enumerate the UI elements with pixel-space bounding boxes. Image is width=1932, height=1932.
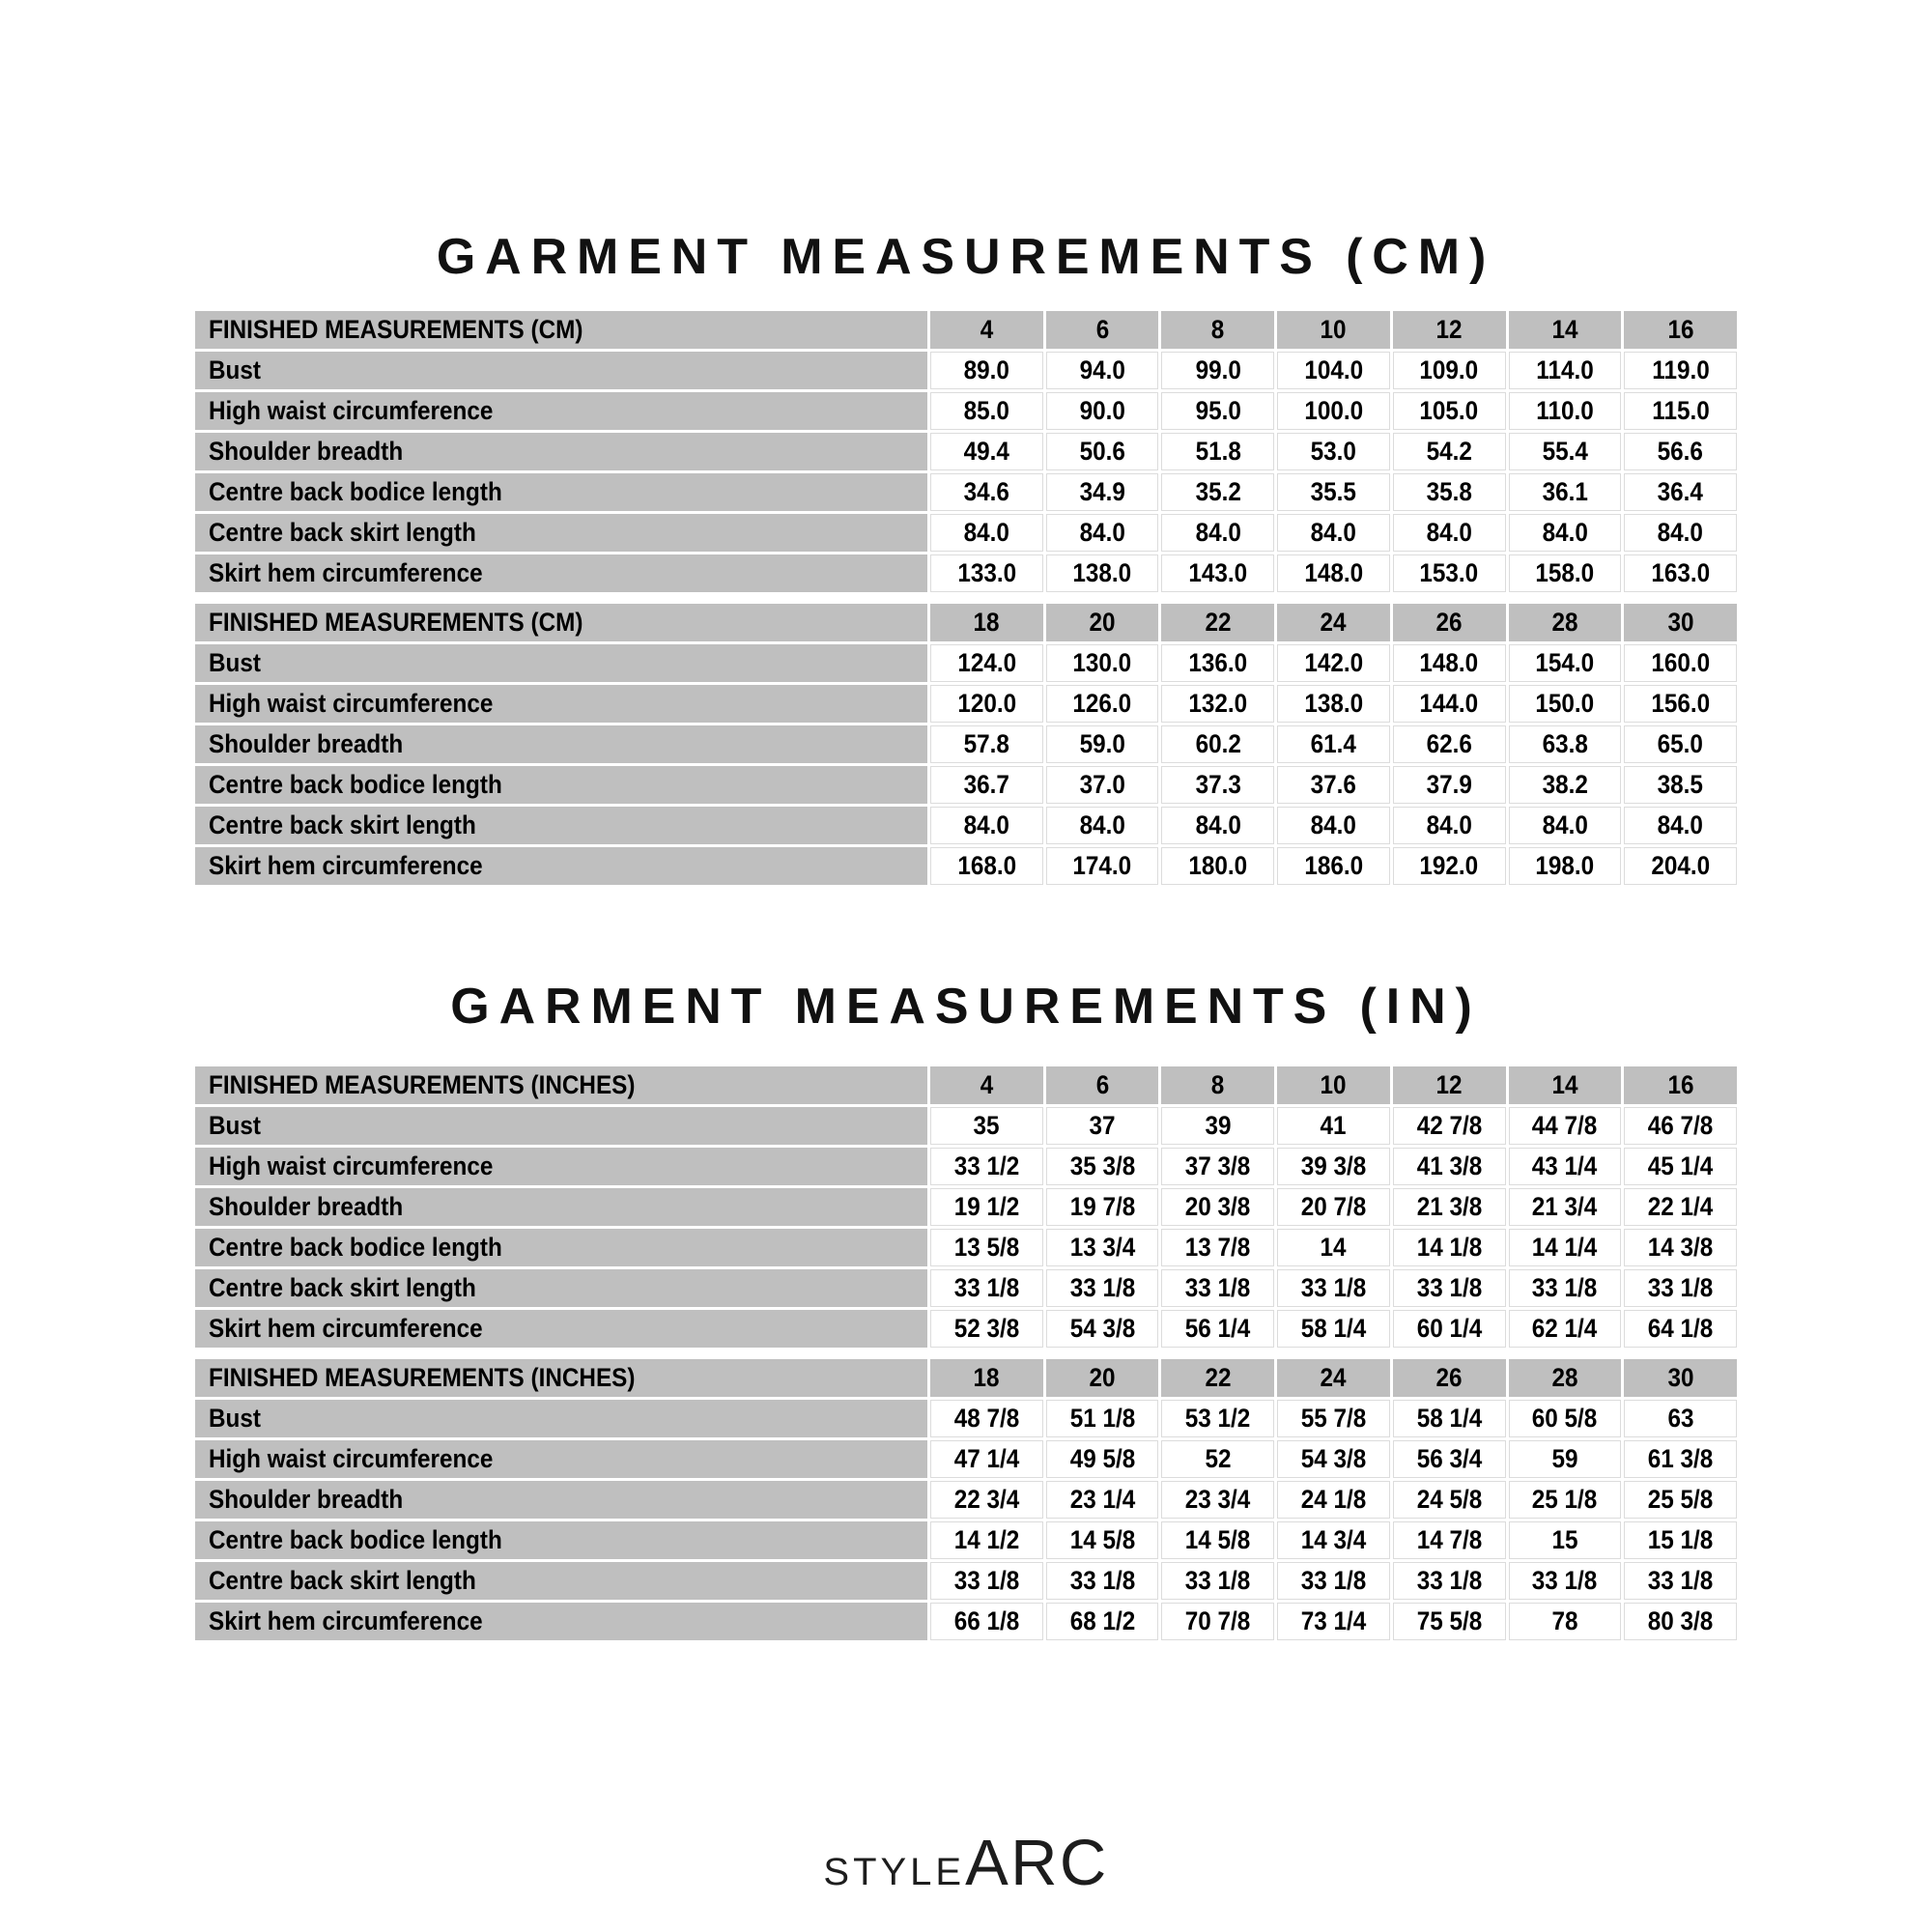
measurement-value: 156.0 bbox=[1624, 685, 1737, 723]
row-label: Skirt hem circumference bbox=[195, 847, 927, 885]
measurement-value: 142.0 bbox=[1277, 644, 1390, 682]
row-label: High waist circumference bbox=[195, 1440, 927, 1478]
size-column-header: 14 bbox=[1509, 1066, 1622, 1104]
measurement-value: 33 1/8 bbox=[1046, 1269, 1159, 1307]
size-column-header: 10 bbox=[1277, 1066, 1390, 1104]
measurement-value: 19 1/2 bbox=[930, 1188, 1043, 1226]
measurement-value: 35.5 bbox=[1277, 473, 1390, 511]
measurement-value: 20 3/8 bbox=[1161, 1188, 1274, 1226]
size-column-header: 16 bbox=[1624, 1066, 1737, 1104]
measurement-value: 22 3/4 bbox=[930, 1481, 1043, 1519]
measurement-value: 35.2 bbox=[1161, 473, 1274, 511]
measurement-value: 84.0 bbox=[930, 514, 1043, 552]
table-header-label: FINISHED MEASUREMENTS (INCHES) bbox=[195, 1359, 927, 1397]
measurement-value: 33 1/8 bbox=[930, 1562, 1043, 1600]
measurement-value: 90.0 bbox=[1046, 392, 1159, 430]
measurement-value: 154.0 bbox=[1509, 644, 1622, 682]
measurement-value: 136.0 bbox=[1161, 644, 1274, 682]
measurement-value: 44 7/8 bbox=[1509, 1107, 1622, 1145]
measurement-value: 63 bbox=[1624, 1400, 1737, 1437]
row-label: Centre back bodice length bbox=[195, 473, 927, 511]
measurement-value: 56 1/4 bbox=[1161, 1310, 1274, 1348]
measurement-value: 66 1/8 bbox=[930, 1603, 1043, 1640]
measurement-value: 51.8 bbox=[1161, 433, 1274, 470]
table-header-label: FINISHED MEASUREMENTS (CM) bbox=[195, 604, 927, 641]
measurement-value: 14 5/8 bbox=[1161, 1521, 1274, 1559]
size-column-header: 4 bbox=[930, 1066, 1043, 1104]
measurement-value: 21 3/8 bbox=[1393, 1188, 1506, 1226]
row-label: Centre back skirt length bbox=[195, 1269, 927, 1307]
measurement-value: 49 5/8 bbox=[1046, 1440, 1159, 1478]
measurement-value: 35 bbox=[930, 1107, 1043, 1145]
cm-table-sizes-4-16 bbox=[195, 311, 1737, 592]
size-column-header: 18 bbox=[930, 604, 1043, 641]
measurement-value: 70 7/8 bbox=[1161, 1603, 1274, 1640]
measurement-value: 57.8 bbox=[930, 725, 1043, 763]
measurement-value: 22 1/4 bbox=[1624, 1188, 1737, 1226]
measurement-value: 33 1/8 bbox=[1624, 1269, 1737, 1307]
measurement-value: 34.6 bbox=[930, 473, 1043, 511]
measurement-value: 61 3/8 bbox=[1624, 1440, 1737, 1478]
measurement-value: 50.6 bbox=[1046, 433, 1159, 470]
measurement-value: 45 1/4 bbox=[1624, 1148, 1737, 1185]
measurement-value: 73 1/4 bbox=[1277, 1603, 1390, 1640]
measurement-value: 53 1/2 bbox=[1161, 1400, 1274, 1437]
measurement-value: 143.0 bbox=[1161, 554, 1274, 592]
measurement-value: 35.8 bbox=[1393, 473, 1506, 511]
size-column-header: 22 bbox=[1161, 604, 1274, 641]
size-column-header: 28 bbox=[1509, 1359, 1622, 1397]
row-label: Bust bbox=[195, 1107, 927, 1145]
measurement-value: 47 1/4 bbox=[930, 1440, 1043, 1478]
measurement-value: 126.0 bbox=[1046, 685, 1159, 723]
measurement-value: 84.0 bbox=[1277, 514, 1390, 552]
measurement-value: 25 5/8 bbox=[1624, 1481, 1737, 1519]
measurement-value: 33 1/8 bbox=[1046, 1562, 1159, 1600]
measurement-value: 42 7/8 bbox=[1393, 1107, 1506, 1145]
measurement-value: 84.0 bbox=[1393, 514, 1506, 552]
size-column-header: 16 bbox=[1624, 311, 1737, 349]
measurement-value: 36.1 bbox=[1509, 473, 1622, 511]
brand-logo bbox=[0, 1826, 1932, 1900]
measurement-value: 33 1/8 bbox=[1624, 1562, 1737, 1600]
measurement-value: 84.0 bbox=[1161, 514, 1274, 552]
measurement-value: 58 1/4 bbox=[1393, 1400, 1506, 1437]
measurement-value: 36.4 bbox=[1624, 473, 1737, 511]
measurement-value: 174.0 bbox=[1046, 847, 1159, 885]
measurement-value: 14 3/4 bbox=[1277, 1521, 1390, 1559]
row-label: Skirt hem circumference bbox=[195, 1310, 927, 1348]
row-label: Shoulder breadth bbox=[195, 433, 927, 470]
measurement-value: 132.0 bbox=[1161, 685, 1274, 723]
measurement-value: 37.9 bbox=[1393, 766, 1506, 804]
measurement-value: 13 5/8 bbox=[930, 1229, 1043, 1266]
size-column-header: 30 bbox=[1624, 604, 1737, 641]
measurement-value: 68 1/2 bbox=[1046, 1603, 1159, 1640]
measurement-value: 138.0 bbox=[1046, 554, 1159, 592]
measurement-value: 14 5/8 bbox=[1046, 1521, 1159, 1559]
measurement-value: 54.2 bbox=[1393, 433, 1506, 470]
measurement-value: 94.0 bbox=[1046, 352, 1159, 389]
measurement-value: 89.0 bbox=[930, 352, 1043, 389]
measurement-value: 14 1/4 bbox=[1509, 1229, 1622, 1266]
measurement-value: 62 1/4 bbox=[1509, 1310, 1622, 1348]
measurement-value: 84.0 bbox=[1046, 807, 1159, 844]
garment-measurements-in-title: GARMENT MEASUREMENTS (IN) bbox=[450, 979, 1482, 1035]
measurement-value: 36.7 bbox=[930, 766, 1043, 804]
measurement-value: 99.0 bbox=[1161, 352, 1274, 389]
row-label: Centre back bodice length bbox=[195, 1521, 927, 1559]
measurement-value: 33 1/8 bbox=[1277, 1562, 1390, 1600]
row-label: Skirt hem circumference bbox=[195, 554, 927, 592]
size-column-header: 20 bbox=[1046, 604, 1159, 641]
measurement-value: 53.0 bbox=[1277, 433, 1390, 470]
measurement-value: 84.0 bbox=[1624, 514, 1737, 552]
row-label: Shoulder breadth bbox=[195, 1481, 927, 1519]
row-label: Centre back bodice length bbox=[195, 766, 927, 804]
row-label: Centre back skirt length bbox=[195, 1562, 927, 1600]
measurement-value: 52 bbox=[1161, 1440, 1274, 1478]
inches-table-sizes-4-16 bbox=[195, 1066, 1737, 1348]
row-label: Centre back skirt length bbox=[195, 514, 927, 552]
measurement-value: 133.0 bbox=[930, 554, 1043, 592]
measurement-value: 37.0 bbox=[1046, 766, 1159, 804]
row-label: Bust bbox=[195, 1400, 927, 1437]
size-column-header: 22 bbox=[1161, 1359, 1274, 1397]
measurement-value: 55 7/8 bbox=[1277, 1400, 1390, 1437]
measurement-value: 19 7/8 bbox=[1046, 1188, 1159, 1226]
measurement-value: 158.0 bbox=[1509, 554, 1622, 592]
measurement-value: 13 3/4 bbox=[1046, 1229, 1159, 1266]
measurement-value: 39 bbox=[1161, 1107, 1274, 1145]
size-column-header: 24 bbox=[1277, 1359, 1390, 1397]
measurement-value: 56.6 bbox=[1624, 433, 1737, 470]
measurement-value: 39 3/8 bbox=[1277, 1148, 1390, 1185]
measurement-value: 23 1/4 bbox=[1046, 1481, 1159, 1519]
measurement-value: 25 1/8 bbox=[1509, 1481, 1622, 1519]
measurement-value: 60.2 bbox=[1161, 725, 1274, 763]
size-column-header: 30 bbox=[1624, 1359, 1737, 1397]
measurement-value: 24 5/8 bbox=[1393, 1481, 1506, 1519]
table-header-label: FINISHED MEASUREMENTS (CM) bbox=[195, 311, 927, 349]
measurement-value: 75 5/8 bbox=[1393, 1603, 1506, 1640]
size-column-header: 28 bbox=[1509, 604, 1622, 641]
measurement-value: 15 bbox=[1509, 1521, 1622, 1559]
measurement-value: 153.0 bbox=[1393, 554, 1506, 592]
measurement-value: 34.9 bbox=[1046, 473, 1159, 511]
size-column-header: 14 bbox=[1509, 311, 1622, 349]
brand-logo-style-text: STYLE bbox=[823, 1851, 966, 1893]
measurement-value: 110.0 bbox=[1509, 392, 1622, 430]
size-column-header: 8 bbox=[1161, 1066, 1274, 1104]
size-column-header: 26 bbox=[1393, 604, 1506, 641]
measurement-value: 63.8 bbox=[1509, 725, 1622, 763]
measurement-value: 124.0 bbox=[930, 644, 1043, 682]
row-label: High waist circumference bbox=[195, 685, 927, 723]
inches-table-sizes-18-30 bbox=[195, 1359, 1737, 1640]
measurement-value: 84.0 bbox=[1393, 807, 1506, 844]
measurement-value: 41 3/8 bbox=[1393, 1148, 1506, 1185]
measurement-value: 84.0 bbox=[930, 807, 1043, 844]
row-label: High waist circumference bbox=[195, 1148, 927, 1185]
measurement-value: 33 1/8 bbox=[930, 1269, 1043, 1307]
measurement-value: 33 1/8 bbox=[1161, 1562, 1274, 1600]
measurement-value: 84.0 bbox=[1509, 514, 1622, 552]
measurement-value: 105.0 bbox=[1393, 392, 1506, 430]
measurement-value: 35 3/8 bbox=[1046, 1148, 1159, 1185]
measurement-value: 24 1/8 bbox=[1277, 1481, 1390, 1519]
size-column-header: 4 bbox=[930, 311, 1043, 349]
row-label: Bust bbox=[195, 352, 927, 389]
measurement-value: 54 3/8 bbox=[1277, 1440, 1390, 1478]
size-column-header: 10 bbox=[1277, 311, 1390, 349]
measurement-value: 33 1/8 bbox=[1393, 1269, 1506, 1307]
measurement-value: 84.0 bbox=[1277, 807, 1390, 844]
measurement-value: 55.4 bbox=[1509, 433, 1622, 470]
measurement-value: 78 bbox=[1509, 1603, 1622, 1640]
measurement-value: 180.0 bbox=[1161, 847, 1274, 885]
measurement-value: 148.0 bbox=[1393, 644, 1506, 682]
measurement-value: 33 1/8 bbox=[1509, 1562, 1622, 1600]
measurement-value: 120.0 bbox=[930, 685, 1043, 723]
measurement-value: 95.0 bbox=[1161, 392, 1274, 430]
measurement-value: 51 1/8 bbox=[1046, 1400, 1159, 1437]
measurement-value: 56 3/4 bbox=[1393, 1440, 1506, 1478]
size-column-header: 12 bbox=[1393, 1066, 1506, 1104]
size-column-header: 26 bbox=[1393, 1359, 1506, 1397]
measurement-value: 33 1/2 bbox=[930, 1148, 1043, 1185]
measurement-value: 130.0 bbox=[1046, 644, 1159, 682]
measurement-value: 46 7/8 bbox=[1624, 1107, 1737, 1145]
measurement-value: 119.0 bbox=[1624, 352, 1737, 389]
measurement-value: 150.0 bbox=[1509, 685, 1622, 723]
measurement-value: 38.2 bbox=[1509, 766, 1622, 804]
measurement-value: 14 bbox=[1277, 1229, 1390, 1266]
cm-table-sizes-18-30 bbox=[195, 604, 1737, 885]
measurement-value: 138.0 bbox=[1277, 685, 1390, 723]
measurement-value: 160.0 bbox=[1624, 644, 1737, 682]
measurement-value: 58 1/4 bbox=[1277, 1310, 1390, 1348]
measurement-value: 14 1/8 bbox=[1393, 1229, 1506, 1266]
measurement-value: 21 3/4 bbox=[1509, 1188, 1622, 1226]
measurement-value: 204.0 bbox=[1624, 847, 1737, 885]
measurement-value: 33 1/8 bbox=[1393, 1562, 1506, 1600]
measurement-value: 33 1/8 bbox=[1509, 1269, 1622, 1307]
measurement-value: 84.0 bbox=[1161, 807, 1274, 844]
size-column-header: 6 bbox=[1046, 1066, 1159, 1104]
measurement-value: 114.0 bbox=[1509, 352, 1622, 389]
measurement-value: 33 1/8 bbox=[1277, 1269, 1390, 1307]
measurement-value: 20 7/8 bbox=[1277, 1188, 1390, 1226]
measurement-value: 144.0 bbox=[1393, 685, 1506, 723]
measurement-value: 65.0 bbox=[1624, 725, 1737, 763]
measurement-value: 64 1/8 bbox=[1624, 1310, 1737, 1348]
measurement-value: 37 3/8 bbox=[1161, 1148, 1274, 1185]
measurement-value: 109.0 bbox=[1393, 352, 1506, 389]
measurement-value: 54 3/8 bbox=[1046, 1310, 1159, 1348]
measurement-value: 84.0 bbox=[1509, 807, 1622, 844]
measurement-value: 186.0 bbox=[1277, 847, 1390, 885]
measurement-value: 33 1/8 bbox=[1161, 1269, 1274, 1307]
measurement-value: 37 bbox=[1046, 1107, 1159, 1145]
garment-measurements-cm-title: GARMENT MEASUREMENTS (CM) bbox=[436, 229, 1496, 285]
measurement-value: 41 bbox=[1277, 1107, 1390, 1145]
measurement-value: 60 5/8 bbox=[1509, 1400, 1622, 1437]
row-label: Shoulder breadth bbox=[195, 1188, 927, 1226]
measurement-value: 192.0 bbox=[1393, 847, 1506, 885]
measurement-value: 198.0 bbox=[1509, 847, 1622, 885]
size-column-header: 20 bbox=[1046, 1359, 1159, 1397]
measurement-value: 38.5 bbox=[1624, 766, 1737, 804]
measurement-value: 163.0 bbox=[1624, 554, 1737, 592]
measurement-value: 115.0 bbox=[1624, 392, 1737, 430]
table-header-label: FINISHED MEASUREMENTS (INCHES) bbox=[195, 1066, 927, 1104]
row-label: Shoulder breadth bbox=[195, 725, 927, 763]
row-label: Bust bbox=[195, 644, 927, 682]
measurement-value: 168.0 bbox=[930, 847, 1043, 885]
measurement-value: 148.0 bbox=[1277, 554, 1390, 592]
measurement-value: 23 3/4 bbox=[1161, 1481, 1274, 1519]
measurement-value: 104.0 bbox=[1277, 352, 1390, 389]
measurement-value: 100.0 bbox=[1277, 392, 1390, 430]
measurement-value: 43 1/4 bbox=[1509, 1148, 1622, 1185]
size-column-header: 6 bbox=[1046, 311, 1159, 349]
measurement-value: 60 1/4 bbox=[1393, 1310, 1506, 1348]
measurement-value: 15 1/8 bbox=[1624, 1521, 1737, 1559]
measurement-value: 84.0 bbox=[1624, 807, 1737, 844]
measurement-value: 59.0 bbox=[1046, 725, 1159, 763]
measurement-value: 52 3/8 bbox=[930, 1310, 1043, 1348]
measurement-value: 48 7/8 bbox=[930, 1400, 1043, 1437]
measurement-value: 62.6 bbox=[1393, 725, 1506, 763]
measurement-value: 13 7/8 bbox=[1161, 1229, 1274, 1266]
measurement-value: 85.0 bbox=[930, 392, 1043, 430]
row-label: High waist circumference bbox=[195, 392, 927, 430]
measurement-value: 14 3/8 bbox=[1624, 1229, 1737, 1266]
size-column-header: 24 bbox=[1277, 604, 1390, 641]
measurement-value: 37.3 bbox=[1161, 766, 1274, 804]
row-label: Centre back skirt length bbox=[195, 807, 927, 844]
brand-logo-arc-text: ARC bbox=[965, 1827, 1109, 1899]
row-label: Skirt hem circumference bbox=[195, 1603, 927, 1640]
size-column-header: 12 bbox=[1393, 311, 1506, 349]
measurement-value: 14 1/2 bbox=[930, 1521, 1043, 1559]
row-label: Centre back bodice length bbox=[195, 1229, 927, 1266]
measurement-value: 37.6 bbox=[1277, 766, 1390, 804]
measurement-value: 59 bbox=[1509, 1440, 1622, 1478]
measurement-value: 80 3/8 bbox=[1624, 1603, 1737, 1640]
size-column-header: 18 bbox=[930, 1359, 1043, 1397]
size-column-header: 8 bbox=[1161, 311, 1274, 349]
measurement-value: 14 7/8 bbox=[1393, 1521, 1506, 1559]
measurement-value: 49.4 bbox=[930, 433, 1043, 470]
measurement-value: 84.0 bbox=[1046, 514, 1159, 552]
measurement-value: 61.4 bbox=[1277, 725, 1390, 763]
